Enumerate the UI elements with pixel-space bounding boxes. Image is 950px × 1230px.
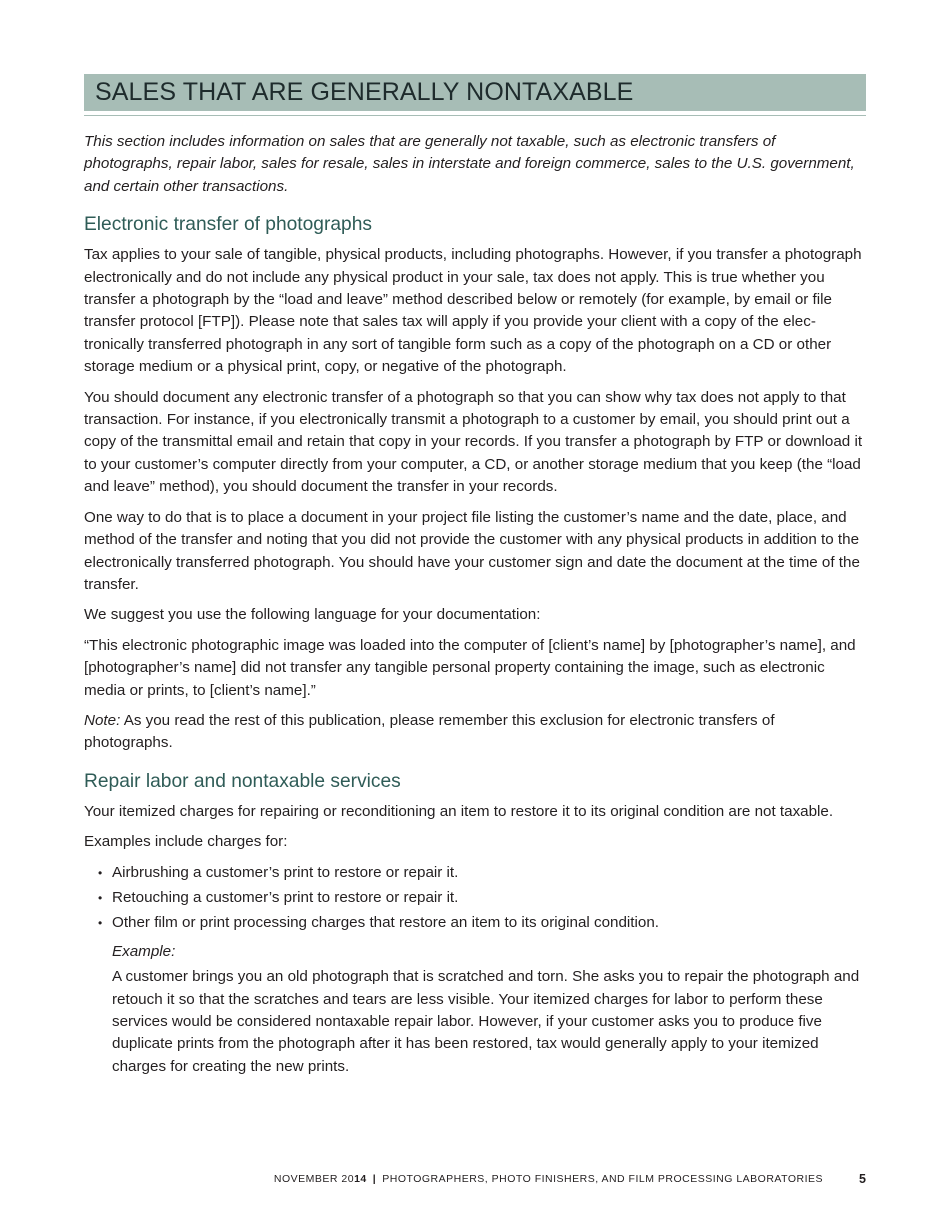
examples-list (98, 862, 866, 935)
paragraph: You should document any electronic transfer of a photograph so that you can show why tax does not apply to that transaction. For instance, if you electronically transmit a photograph to a customer by email, you should print out a copy of the transmittal email and retain that copy in your records. If you transfer a photograph by FTP or download it to your customer’s computer directly from your computer, a CD, or another storage medium that you keep (the “load and leave” method), you should document the transfer in your records. (84, 388, 863, 496)
list-item-text: Other film or print processing charges that restore an item to its original condition. (112, 914, 660, 932)
bullet-icon: • (98, 890, 103, 905)
banner-divider (84, 115, 866, 116)
section-intro: This section includes information on sales that are generally not taxable, such as electronic transfers of photographs, repair labor, sales for resale, sales in interstate and foreign commerce, sales to the U.S. government, and certain other transactions. (84, 133, 855, 195)
paragraph: We suggest you use the following language for your documentation: (84, 606, 541, 624)
section-title: SALES THAT ARE GENERALLY NONTAXABLE (95, 78, 634, 106)
footer-date-prefix: NOVEMBER 20 (273, 1173, 355, 1185)
heading-electronic-transfer: Electronic transfer of photographs (84, 214, 372, 236)
note-paragraph (84, 710, 866, 755)
example-text: A customer brings you an old photograph that is scratched and torn. She asks you to repair the photograph and retouch it so that the scratches and tears are less visible. Your itemized charges for labor to perform these services would be considered nontaxable repair labor. However, if your customer asks you to produce five duplicate prints from the photograph after it has been restored, tax would generally apply to your itemized charges for creating the new prints. (112, 968, 860, 1075)
example-block (112, 941, 866, 1078)
list-item (98, 887, 866, 909)
page-footer (274, 1172, 866, 1186)
list-item (98, 862, 866, 884)
suggested-language-quote: “This electronic photographic image was loaded into the computer of [client’s name] by [photographer’s name], and [photographer’s name] did not transfer any tangible personal property containing the image, such as electronic media or prints, to [client’s name].” (84, 636, 856, 699)
footer-publication-title: PHOTOGRAPHERS, PHOTO FINISHERS, AND FILM PROCESSING LABORATORIES (382, 1173, 824, 1185)
list-item-text: Airbrushing a customer’s print to restore or repair it. (112, 863, 459, 881)
paragraph: Your itemized charges for repairing or reconditioning an item to restore it to its original condition are not taxable. (84, 802, 834, 820)
bullet-icon: • (98, 916, 103, 931)
footer-date (274, 1173, 367, 1185)
section-banner (84, 74, 866, 111)
footer-separator: | (372, 1173, 377, 1185)
example-label: Example: (112, 942, 176, 960)
footer-date-suffix: 14 (354, 1173, 367, 1185)
paragraph: One way to do that is to place a document in your project file listing the customer’s name and the date, place, and method of the transfer and noting that you did not provide the customer with any physical products in addition to the electronically transferred photograph. You should have your customer sign and date the document at the time of the transfer. (84, 508, 860, 593)
list-item-text: Retouching a customer’s print to restore or repair it. (112, 888, 459, 906)
paragraph: Tax applies to your sale of tangible, physical products, including photographs. However, if you transfer a photograph electronically and do not include any physical product in your sale, tax does not apply. This is true whether you transfer a photograph by the “load and leave” method described below or remotely (for example, by email or file transfer protocol [FTP]). Please note that sales tax will apply if you provide your client with a copy of the electronically transferred photograph in any sort of tangible form such as a copy of the photograph on a CD or other storage medium or a physical print, copy, or negative of the photograph. (84, 246, 862, 376)
paragraph: Examples include charges for: (84, 833, 288, 851)
page-content (84, 74, 866, 1078)
note-label: Note: (84, 711, 121, 729)
page-number: 5 (859, 1172, 866, 1186)
bullet-icon: • (98, 865, 103, 880)
heading-repair-labor: Repair labor and nontaxable services (84, 770, 401, 792)
note-text: As you read the rest of this publication, please remember this exclusion for electronic transfers of photographs. (84, 711, 775, 752)
list-item (98, 912, 866, 934)
